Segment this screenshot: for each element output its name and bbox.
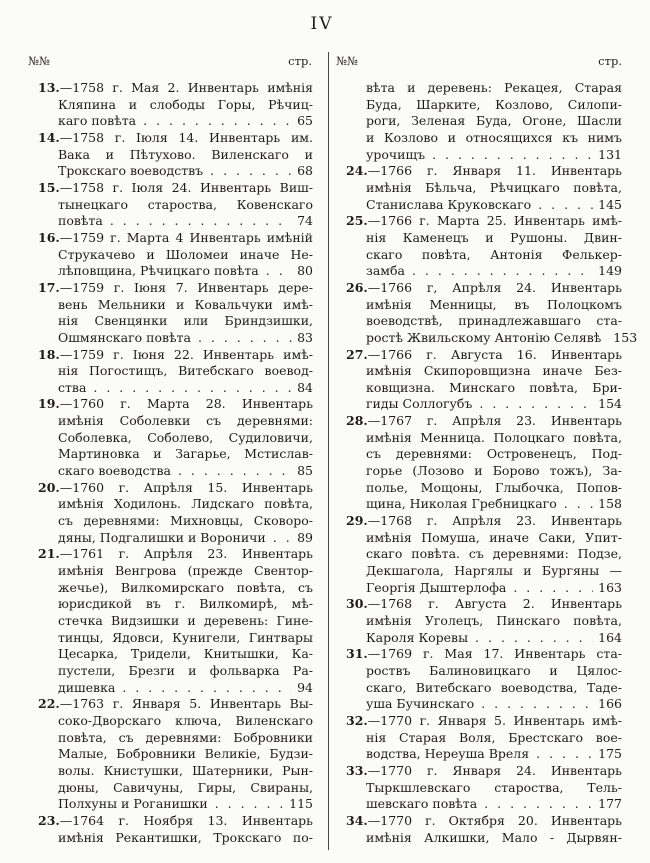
entry-line: стечка Видзишки и деревень: Гине- <box>58 613 313 628</box>
page-number: 153 <box>613 329 638 345</box>
page-number: 163 <box>598 579 622 595</box>
entry-line: Декшагола, Наргялы и Бургяны — <box>366 563 622 579</box>
dot-leader <box>273 530 292 547</box>
entry-line: 14.—1758 г. Іюля 14. Инвентарь им. <box>38 129 313 145</box>
dot-leader <box>266 263 292 280</box>
page-number: 166 <box>598 696 622 712</box>
column-divider-rule <box>328 52 329 850</box>
toc-entry <box>346 413 622 513</box>
entry-line: 20.—1760 г. Апрѣля 15. Инвентарь <box>38 479 313 495</box>
entry-line: 18.—1759 г. Іюня 22. Инвентарь имѣ- <box>38 346 313 362</box>
toc-entry <box>38 280 313 347</box>
entry-number: 20. <box>38 479 60 495</box>
toc-entry <box>346 713 622 763</box>
dot-leader <box>198 330 292 347</box>
page-number: 115 <box>289 796 313 812</box>
entry-last-line <box>346 396 622 413</box>
dot-leader <box>143 113 292 130</box>
entry-line: скаго повѣта. съ деревнями: Подзе, <box>366 546 622 562</box>
numbers-column-label: №№ <box>28 54 50 68</box>
entry-line: 16.—1759 г. Марта 4 Инвентарь имѣній <box>38 229 313 245</box>
entry-last-line <box>346 496 622 513</box>
entry-last-text: дяны, Подгалишки и Вороничи <box>58 529 266 545</box>
entry-number: 31. <box>346 646 368 662</box>
entry-line: волы. Книстушки, Шатерники, Рын- <box>58 762 313 778</box>
toc-entry <box>38 230 313 280</box>
dot-leader <box>513 580 593 597</box>
entry-last-line <box>346 329 638 347</box>
dot-leader <box>93 380 292 397</box>
entry-number: 21. <box>38 546 60 562</box>
entry-line: дюны, Савичуны, Гиры, Свираны, <box>58 779 313 795</box>
entry-last-line <box>346 147 622 164</box>
entry-number: 13. <box>38 80 60 95</box>
entry-line: тынецкаго староства, Ковенскаго <box>58 196 313 212</box>
toc-entry <box>38 180 313 230</box>
entry-number: 25. <box>346 213 368 229</box>
page-number: 80 <box>297 263 313 279</box>
entry-number: 26. <box>346 279 368 295</box>
entry-line: 25.—1766 г. Марта 25. Инвентарь имѣ- <box>346 213 622 229</box>
entry-line: 31.—1769 г. Мая 17. Инвентарь ста- <box>346 646 622 662</box>
page-number: 177 <box>598 796 622 812</box>
dot-leader <box>215 796 284 813</box>
entry-line: полье, Мощоны, Глыбочка, Попов- <box>366 479 622 495</box>
entry-line: 24.—1766 г. Января 11. Инвентарь <box>346 163 622 179</box>
entry-line: Цесарка, Тридели, Книтышки, Ка- <box>58 646 313 662</box>
dot-leader <box>479 396 593 413</box>
page-roman-numeral: IV <box>310 14 334 34</box>
entry-last-text: уша Бучинскаго <box>366 696 475 712</box>
entry-last-line <box>346 796 622 813</box>
toc-entry <box>38 347 313 397</box>
page-number: 68 <box>297 163 313 179</box>
entry-last-line <box>38 263 313 280</box>
entry-line: Вака и Пѣтухово. Виленскаго и <box>58 146 313 162</box>
page-number: 158 <box>598 496 622 512</box>
entry-last-text: Полхуны и Роганишки <box>58 796 208 812</box>
entry-line: Кляпина и слободы Горы, Рѣчиц- <box>58 96 313 112</box>
entry-line: скаго, Витебскаго воеводства, Таде- <box>366 679 622 695</box>
entry-line: 29.—1768 г. Апрѣля 23. Инвентарь <box>346 513 622 529</box>
entry-last-text: замба <box>366 263 405 279</box>
entry-line: 13.—1758 г. Мая 2. Инвентарь имѣнія <box>38 80 313 95</box>
entry-last-text: щина, Николая Гребницкаго <box>366 496 557 512</box>
entry-last-text: дишевка <box>58 679 116 695</box>
entry-number: 27. <box>346 346 368 362</box>
entry-line: горье (Лозово и Борово тожъ), За- <box>366 463 622 479</box>
toc-entry <box>346 813 622 846</box>
entry-line: соко-Дворскаго ключа, Виленскаго <box>58 712 313 728</box>
entry-number: 22. <box>38 696 60 712</box>
dot-leader <box>432 147 593 164</box>
entry-line: съ деревнями: Островенецъ, Под- <box>366 446 622 462</box>
entry-line: пустели, Брезги и фольварка Ра- <box>58 662 313 678</box>
dot-leader <box>484 796 593 813</box>
entry-line: Буда, Шарките, Козлово, Силопи- <box>366 96 622 112</box>
toc-entry <box>38 396 313 479</box>
entry-line: 19.—1760 г. Марта 28. Инвентарь <box>38 396 313 412</box>
page-number: 131 <box>598 146 622 162</box>
entry-last-text: повѣта <box>58 213 103 229</box>
entry-last-line <box>38 380 313 397</box>
numbers-column-label: №№ <box>336 54 358 68</box>
entry-last-line <box>38 213 313 230</box>
page-number: 164 <box>598 629 622 645</box>
page-number: 74 <box>297 213 313 229</box>
entry-line: Соболевка, Соболево, Судиловичи, <box>58 429 313 445</box>
entry-number: 29. <box>346 513 368 529</box>
entry-line: роги, Зеленая Буда, Огоне, Шасли <box>366 113 622 129</box>
entry-last-text: Георгія Дыштерлофа <box>366 579 507 595</box>
entry-line: 26.—1766 г, Апрѣля 24. Инвентарь <box>346 279 622 295</box>
toc-entry <box>38 480 313 547</box>
entry-line: Тыркшлевскаго староства, Тель- <box>366 779 622 795</box>
entry-number: 19. <box>38 396 60 412</box>
entry-last-text: водства, Нереуша Вреля <box>366 746 530 762</box>
entry-line: тинцы, Ядовси, Кунигели, Гинтвары <box>58 629 313 645</box>
entry-line: 23.—1764 г. Ноября 13. Инвентарь <box>38 812 313 828</box>
entry-last-line <box>38 680 313 697</box>
toc-entry <box>346 763 622 813</box>
entry-line: имѣнія Рекантишки, Трокскаго по- <box>58 829 313 845</box>
entry-line: воеводствѣ, принадлежавшаго ста- <box>366 313 622 329</box>
toc-entry <box>346 163 622 213</box>
entry-number: 30. <box>346 596 368 612</box>
toc-entry <box>346 213 622 280</box>
entry-number: 14. <box>38 129 60 145</box>
entry-line: съ деревнями: Михновцы, Сковоро- <box>58 513 313 529</box>
column-header-right <box>336 54 622 68</box>
entry-last-line <box>346 696 622 713</box>
toc-entry <box>346 279 638 347</box>
column-header-left <box>28 54 312 68</box>
entry-line: 21.—1761 г. Апрѣля 23. Инвентарь <box>38 546 313 562</box>
entry-line: Мартиновка и Загарье, Мстислав- <box>58 446 313 462</box>
toc-entry <box>346 596 622 646</box>
entry-last-line <box>346 263 622 280</box>
page-number: 85 <box>297 463 313 479</box>
entry-last-text: Трокскаго воеводствъ <box>58 163 204 179</box>
entry-number: 32. <box>346 712 368 728</box>
entry-line: имѣнія Менница. Полоцкаго повѣта, <box>366 429 622 445</box>
entry-line: жечье), Вилкомирскаго повѣта, съ <box>58 579 313 595</box>
entry-number: 16. <box>38 229 60 245</box>
entry-line: имѣнія Помуша, иначе Саки, Упит- <box>366 529 622 545</box>
entry-line: имѣнія Менницы, въ Полоцкомъ <box>366 296 622 312</box>
page-column-label: стр. <box>288 54 312 68</box>
entry-line: имѣнія Скипоровщизна иначе Без- <box>366 363 622 379</box>
entry-line: нія Погостищъ, Витебскаго воевод- <box>58 363 313 379</box>
entry-line: 17.—1759 г. Іюня 7. Инвентарь дере- <box>38 279 313 295</box>
entry-line: 34.—1770 г. Октября 20. Инвентарь <box>346 812 622 828</box>
entry-line: 32.—1770 г. Января 5. Инвентарь имѣ- <box>346 712 622 728</box>
entry-line: имѣнія Соболевки съ деревнями: <box>58 413 313 429</box>
entry-number: 24. <box>346 163 368 179</box>
page-number: 84 <box>297 379 313 395</box>
toc-entry <box>38 696 313 813</box>
dot-leader <box>536 746 593 763</box>
toc-entry <box>346 646 622 713</box>
entry-line: 33.—1770 г. Января 24. Инвентарь <box>346 762 622 778</box>
toc-entry <box>38 130 313 180</box>
entry-number: 17. <box>38 279 60 295</box>
entry-last-line <box>346 197 622 214</box>
toc-entry <box>346 347 622 414</box>
entry-last-line <box>38 163 313 180</box>
entry-line: имѣнія Алкишки, Мало - Дырвян- <box>366 829 622 845</box>
page-column-label: стр. <box>598 54 622 68</box>
dot-leader <box>412 263 593 280</box>
entry-last-text: Станислава Круковскаго <box>366 196 532 212</box>
entry-line: 28.—1767 г. Апрѣля 23. Инвентарь <box>346 413 622 429</box>
entry-last-line <box>38 330 313 347</box>
dot-leader <box>210 163 292 180</box>
dot-leader <box>481 696 593 713</box>
dot-leader <box>122 680 292 697</box>
entry-line: нія Старая Воля, Брестскаго вое- <box>366 729 622 745</box>
entry-number: 33. <box>346 762 368 778</box>
entry-line: имѣнія Ходилонь. Лидскаго повѣта, <box>58 496 313 512</box>
page-number: 94 <box>297 679 313 695</box>
dot-leader <box>475 630 593 647</box>
entry-number: 15. <box>38 179 60 195</box>
entry-line: имѣнія Бѣльча, Рѣчицкаго повѣта, <box>366 179 622 195</box>
entry-line: 27.—1766 г. Августа 16. Инвентарь <box>346 346 622 362</box>
entry-line: повѣта, съ деревнями: Бобровники <box>58 729 313 745</box>
entry-line: Струкачево и Шоломеи иначе Не- <box>58 246 313 262</box>
entry-line: имѣнія Уголецъ, Пинскаго повѣта, <box>366 613 622 628</box>
entry-line: ковщизна. Минскаго повѣта, Бри- <box>366 379 622 395</box>
toc-entry <box>38 813 313 846</box>
entry-number: 28. <box>346 413 368 429</box>
entry-line: юрисдикой въ г. Вилкомирѣ, мѣ- <box>58 596 313 612</box>
entry-last-text: каго повѣта <box>58 113 137 129</box>
entry-line: и Козлово и относящихся къ нимъ <box>366 129 622 145</box>
toc-entry <box>346 513 622 596</box>
entry-last-line <box>38 113 313 130</box>
entry-last-text: ства <box>58 379 87 395</box>
entry-last-line <box>38 463 313 480</box>
entry-last-line <box>38 796 313 813</box>
entry-last-line <box>346 580 622 597</box>
entry-line: нія Каменецъ и Рушоны. Двин- <box>366 229 622 245</box>
dot-leader <box>538 197 593 214</box>
entry-last-text: шевскаго повѣта <box>366 796 478 812</box>
dot-leader <box>110 213 292 230</box>
dot-leader <box>178 463 292 480</box>
page-number: 145 <box>598 196 622 212</box>
entry-last-text: скаго воеводства <box>58 463 171 479</box>
entry-line: 15.—1758 г. Іюля 24. Инвентарь Виш- <box>38 179 313 195</box>
toc-entry <box>38 80 313 130</box>
page-number: 149 <box>598 263 622 279</box>
entry-number: 18. <box>38 346 60 362</box>
entry-number: 23. <box>38 812 60 828</box>
page-number: 83 <box>297 329 313 345</box>
entry-line: Малые, Бобровники Великіе, Будзи- <box>58 746 313 762</box>
page-number: 89 <box>297 529 313 545</box>
page-number: 154 <box>598 396 622 412</box>
page-number: 175 <box>598 746 622 762</box>
toc-entry <box>38 546 313 696</box>
entry-line: 22.—1763 г. Января 5. Инвентарь Вы- <box>38 696 313 712</box>
entry-last-line <box>38 530 313 547</box>
toc-column-left <box>38 80 313 846</box>
entry-last-text: Ошмянскаго повѣта <box>58 329 191 345</box>
entry-last-text: Кароля Коревы <box>366 629 469 645</box>
toc-column-right <box>346 80 638 846</box>
entry-line: имѣнія Венгрова (прежде Свентор- <box>58 563 313 579</box>
entry-last-line <box>346 746 622 763</box>
entry-line: вень Мельники и Ковальчуки имѣ- <box>58 296 313 312</box>
dot-leader <box>564 496 593 513</box>
entry-last-text: лѣповщина, Рѣчицкаго повѣта <box>58 263 259 279</box>
entry-line: скаго повѣта, Антонія Фелькер- <box>366 246 622 262</box>
entry-last-line <box>346 630 622 647</box>
entry-last-text: ростѣ Жвильскому Антонію Селявѣ <box>366 329 602 345</box>
entry-line: 30.—1768 г. Августа 2. Инвентарь <box>346 596 622 612</box>
entry-last-text: урочищъ <box>366 146 426 162</box>
page-number: 65 <box>297 113 313 129</box>
entry-line: нія Свенцянки или Бриндзишки, <box>58 313 313 329</box>
entry-line: вѣта и деревень: Рекацея, Старая <box>366 80 622 95</box>
entry-last-text: гиды Соллогубъ <box>366 396 473 412</box>
entry-line: роствъ Балиновицкаго и Цялос- <box>366 662 622 678</box>
toc-entry <box>346 80 622 163</box>
entry-number: 34. <box>346 812 368 828</box>
